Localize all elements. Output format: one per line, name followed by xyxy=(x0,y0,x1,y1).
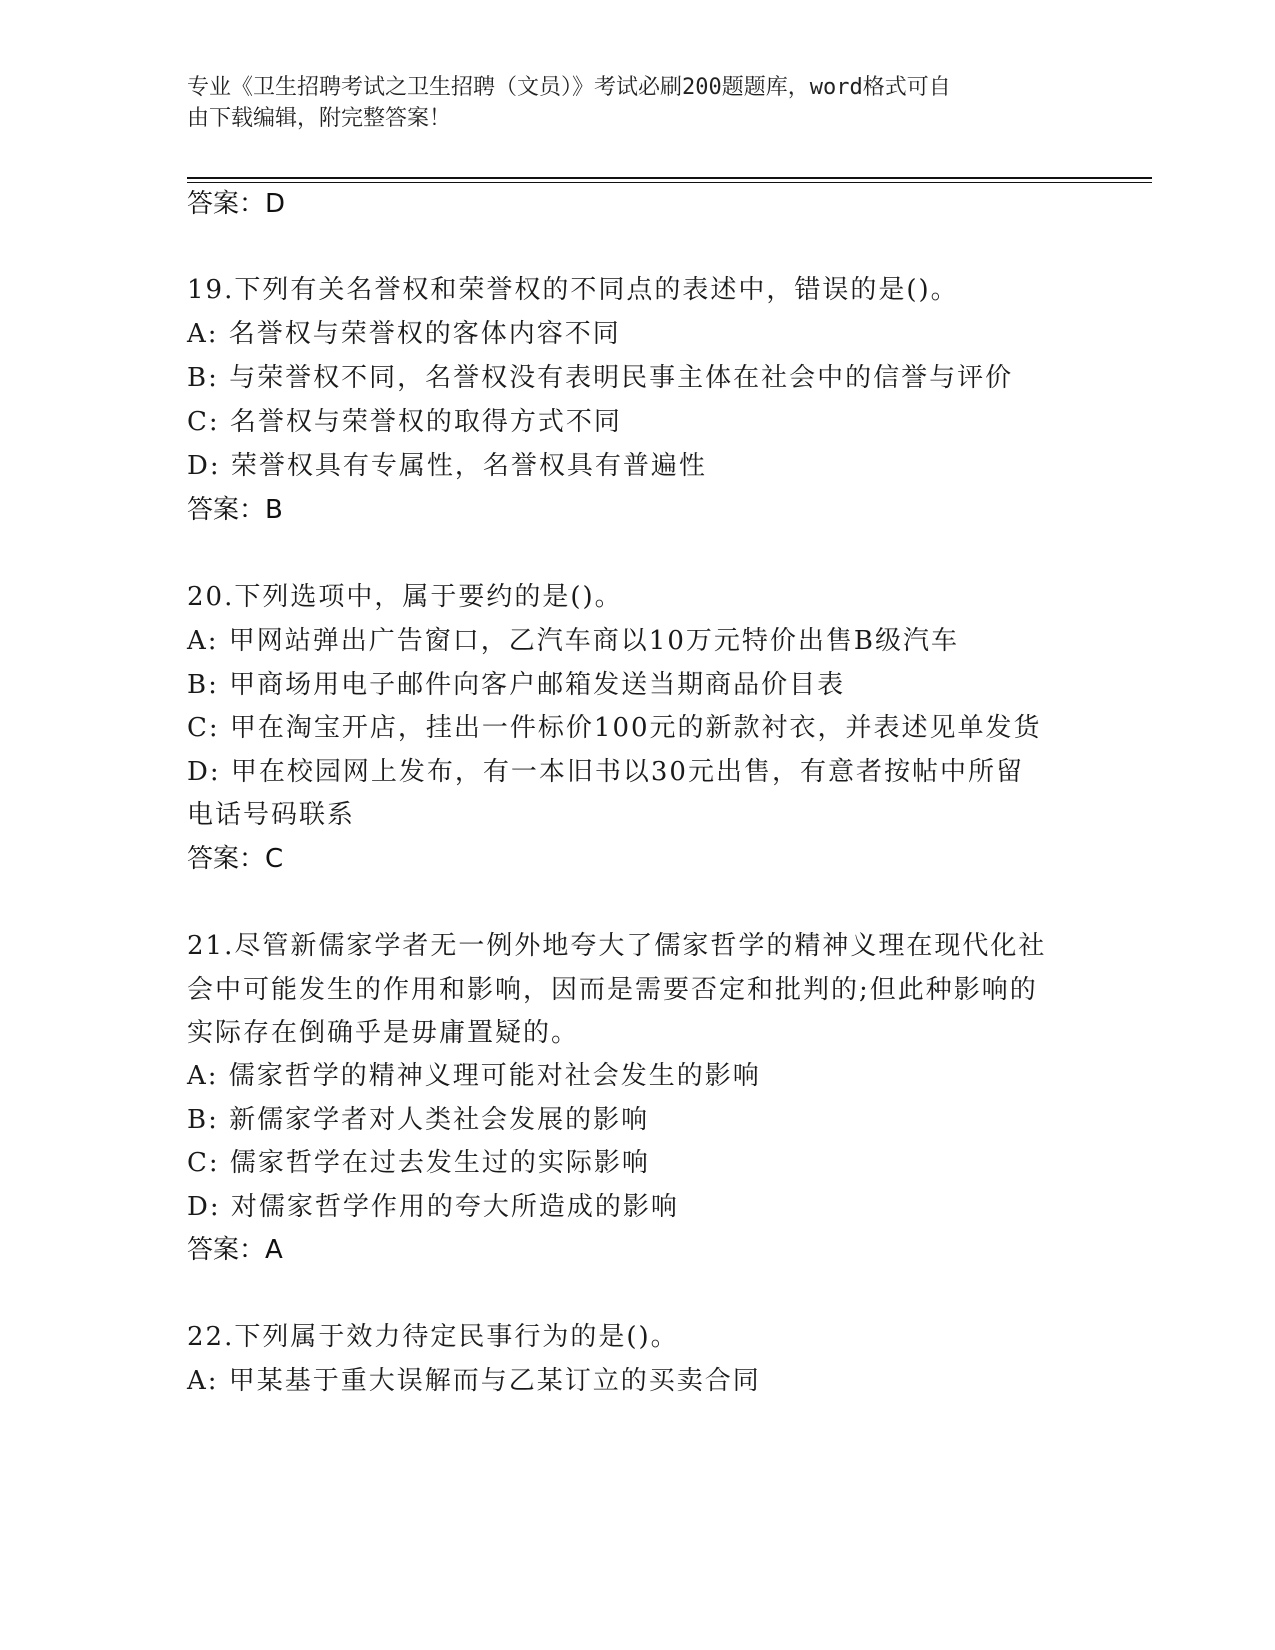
question-21-option-d: D: 对儒家哲学作用的夸大所造成的影响 xyxy=(187,1192,679,1222)
question-21-option-c: C: 儒家哲学在过去发生过的实际影响 xyxy=(187,1148,650,1178)
question-20-option-d: D: 甲在校园网上发布，有一本旧书以30元出售，有意者按帖中所留 xyxy=(187,757,1024,787)
header-divider-thin xyxy=(187,182,1152,183)
question-19-option-b: B: 与荣誉权不同，名誉权没有表明民事主体在社会中的信誉与评价 xyxy=(187,363,1014,393)
answer-q20 xyxy=(187,837,283,881)
header-line-1: 专业《卫生招聘考试之卫生招聘（文员）》考试必刷200题题库，word格式可自 xyxy=(187,75,951,100)
question-19-option-c: C: 名誉权与荣誉权的取得方式不同 xyxy=(187,407,622,437)
answer-value: B xyxy=(265,495,283,525)
answer-label: 答案： xyxy=(187,189,266,219)
answer-label: 答案： xyxy=(187,495,266,525)
document-header xyxy=(187,72,1067,134)
question-22-stem: 22.下列属于效力待定民事行为的是()。 xyxy=(187,1322,679,1352)
answer-value: A xyxy=(265,1235,283,1265)
question-19-option-a: A: 名誉权与荣誉权的客体内容不同 xyxy=(187,319,621,349)
question-21-stem-2: 会中可能发生的作用和影响，因而是需要否定和批判的;但此种影响的 xyxy=(187,975,1038,1005)
question-20-stem: 20.下列选项中，属于要约的是()。 xyxy=(187,582,623,612)
question-21-stem-1: 21.尽管新儒家学者无一例外地夸大了儒家哲学的精神义理在现代化社 xyxy=(187,931,1047,961)
question-21-option-a: A: 儒家哲学的精神义理可能对社会发生的影响 xyxy=(187,1061,761,1091)
question-21-stem-3: 实际存在倒确乎是毋庸置疑的。 xyxy=(187,1018,580,1048)
question-20-option-a: A: 甲网站弹出广告窗口，乙汽车商以10万元特价出售B级汽车 xyxy=(187,626,959,656)
question-20-option-b: B: 甲商场用电子邮件向客户邮箱发送当期商品价目表 xyxy=(187,670,846,700)
answer-label: 答案： xyxy=(187,844,266,874)
answer-q21 xyxy=(187,1228,283,1272)
question-19-option-d: D: 荣誉权具有专属性，名誉权具有普遍性 xyxy=(187,451,707,481)
answer-q18 xyxy=(187,182,285,226)
header-line-2: 由下载编辑，附完整答案！ xyxy=(187,106,452,131)
answer-q19 xyxy=(187,488,283,532)
question-22-option-a: A: 甲某基于重大误解而与乙某订立的买卖合同 xyxy=(187,1366,761,1396)
answer-label: 答案： xyxy=(187,1235,266,1265)
answer-value: D xyxy=(265,189,286,219)
question-20-option-c: C: 甲在淘宝开店，挂出一件标价100元的新款衬衣，并表述见单发货 xyxy=(187,713,1042,743)
header-divider-thick xyxy=(187,177,1152,179)
question-21-option-b: B: 新儒家学者对人类社会发展的影响 xyxy=(187,1105,650,1135)
question-19-stem: 19.下列有关名誉权和荣誉权的不同点的表述中，错误的是()。 xyxy=(187,275,959,305)
question-20-option-d-cont: 电话号码联系 xyxy=(187,800,356,830)
answer-value: C xyxy=(265,844,284,874)
